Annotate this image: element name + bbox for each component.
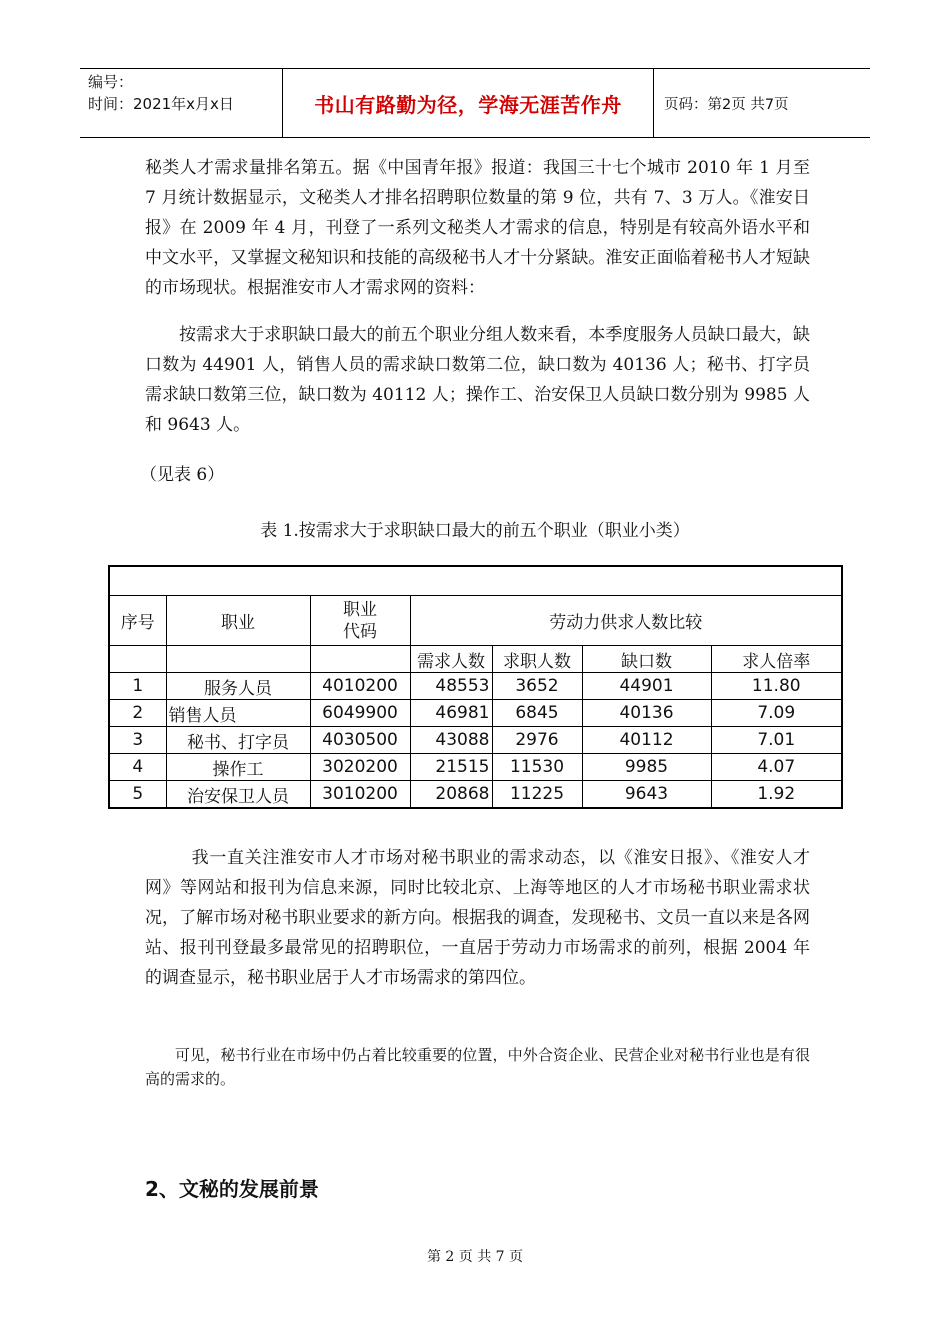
cell-occupation: 服务人员	[166, 673, 310, 700]
header-occupation: 职业	[166, 596, 310, 646]
table-row	[109, 673, 842, 700]
header-gap: 缺口数	[582, 646, 711, 673]
header-group: 劳动力供求人数比较	[410, 596, 842, 646]
cell-occupation: 销售人员	[166, 700, 310, 727]
header-meta	[80, 69, 282, 137]
table-row	[109, 781, 842, 809]
cell-demand: 46981	[410, 700, 492, 727]
paragraph-1: 秘类人才需求量排名第五。据《中国青年报》报道：我国三十七个城市 2010 年 1 月至 7 月统计数据显示，文秘类人才排名招聘职位数量的第 9 位，共有 7、3 万人。《淮安日报》在 2009 年 4 月，刊登了一系列文秘类人才需求的信息，特别是有较高外语水平和中文水平，又掌握文秘知识和技能的高级秘书人才十分紧缺。淮安正面临着秘书人才短缺的市场现状。根据淮安市人才需求网的资料：	[145, 158, 810, 298]
header-motto: 书山有路勤为径，学海无涯苦作舟	[282, 69, 654, 137]
table-row	[109, 754, 842, 781]
paragraph-table-ref: （见表 6）	[140, 465, 225, 485]
cell-occupation: 治安保卫人员	[166, 781, 310, 809]
cell-occupation: 操作工	[166, 754, 310, 781]
cell-ratio: 1.92	[711, 781, 842, 809]
header-number-label: 编号：	[88, 73, 134, 91]
paragraph-5	[145, 1043, 810, 1091]
cell-ratio: 7.09	[711, 700, 842, 727]
cell-demand: 43088	[410, 727, 492, 754]
cell-seekers: 6845	[492, 700, 582, 727]
cell-code: 4030500	[310, 727, 410, 754]
table-top-blank-row	[109, 566, 842, 596]
header-code-text: 职业代码	[343, 599, 377, 642]
cell-seekers: 3652	[492, 673, 582, 700]
cell-occupation: 秘书、打字员	[166, 727, 310, 754]
cell-code: 3020200	[310, 754, 410, 781]
cell-seekers: 11530	[492, 754, 582, 781]
header-page-info: 页码：第2页 共7页	[664, 96, 789, 113]
paragraph-2: 按需求大于求职缺口最大的前五个职业分组人数来看，本季度服务人员缺口最大，缺口数为 44901 人，销售人员的需求缺口数第二位，缺口数为 40136 人；秘书、打字员需求缺口数第三位，缺口数为 40112 人；操作工、治安保卫人员缺口数分别为 9985 人和 9643 人。	[145, 325, 810, 435]
cell-gap: 40136	[582, 700, 711, 727]
section-heading: 2、文秘的发展前景	[145, 1177, 319, 1201]
occupation-table-wrapper	[108, 565, 841, 810]
cell-seekers: 2976	[492, 727, 582, 754]
cell-ratio: 11.80	[711, 673, 842, 700]
cell-seq: 1	[109, 673, 166, 700]
cell-demand: 48553	[410, 673, 492, 700]
cell-code: 3010200	[310, 781, 410, 809]
cell-seq: 4	[109, 754, 166, 781]
cell-ratio: 4.07	[711, 754, 842, 781]
header-time-label: 时间：2021年x月x日	[88, 95, 234, 113]
paragraph-4-text: 我一直关注淮安市人才市场对秘书职业的需求动态，以《淮安日报》、《淮安人才网》等网站和报刊为信息来源，同时比较北京、上海等地区的人才市场秘书职业需求状况，了解市场对秘书职业要求的新方向。根据我的调查，发现秘书、文员一直以来是各网站、报刊刊登最多最常见的招聘职位，一直居于劳动力市场需求的前列，根据 2004 年的调查显示，秘书职业居于人才市场需求的第四位。	[145, 848, 810, 988]
cell-ratio: 7.01	[711, 727, 842, 754]
cell-demand: 20868	[410, 781, 492, 809]
table-row	[109, 700, 842, 727]
cell-seq: 3	[109, 727, 166, 754]
page-footer: 第 2 页 共 7 页	[426, 1249, 524, 1265]
paragraph-4	[145, 843, 810, 993]
header-ratio: 求人倍率	[711, 646, 842, 673]
cell-seq: 5	[109, 781, 166, 809]
header-code	[310, 596, 410, 646]
cell-demand: 21515	[410, 754, 492, 781]
cell-code: 6049900	[310, 700, 410, 727]
paragraph-5-text: 可见，秘书行业在市场中仍占着比较重要的位置，中外合资企业、民营企业对秘书行业也是有很高的需求的。	[145, 1046, 810, 1088]
table-subheader-row	[109, 646, 842, 673]
header-seq: 序号	[109, 596, 166, 646]
cell-gap: 9985	[582, 754, 711, 781]
table-header-row	[109, 596, 842, 646]
header-seekers: 求职人数	[492, 646, 582, 673]
table-row	[109, 727, 842, 754]
occupation-table	[108, 565, 843, 809]
header-demand: 需求人数	[410, 646, 492, 673]
cell-gap: 40112	[582, 727, 711, 754]
cell-gap: 9643	[582, 781, 711, 809]
cell-seq: 2	[109, 700, 166, 727]
cell-gap: 44901	[582, 673, 711, 700]
table-caption: 表 1.按需求大于求职缺口最大的前五个职业（职业小类）	[260, 521, 690, 541]
cell-seekers: 11225	[492, 781, 582, 809]
page-header	[80, 68, 870, 138]
cell-code: 4010200	[310, 673, 410, 700]
